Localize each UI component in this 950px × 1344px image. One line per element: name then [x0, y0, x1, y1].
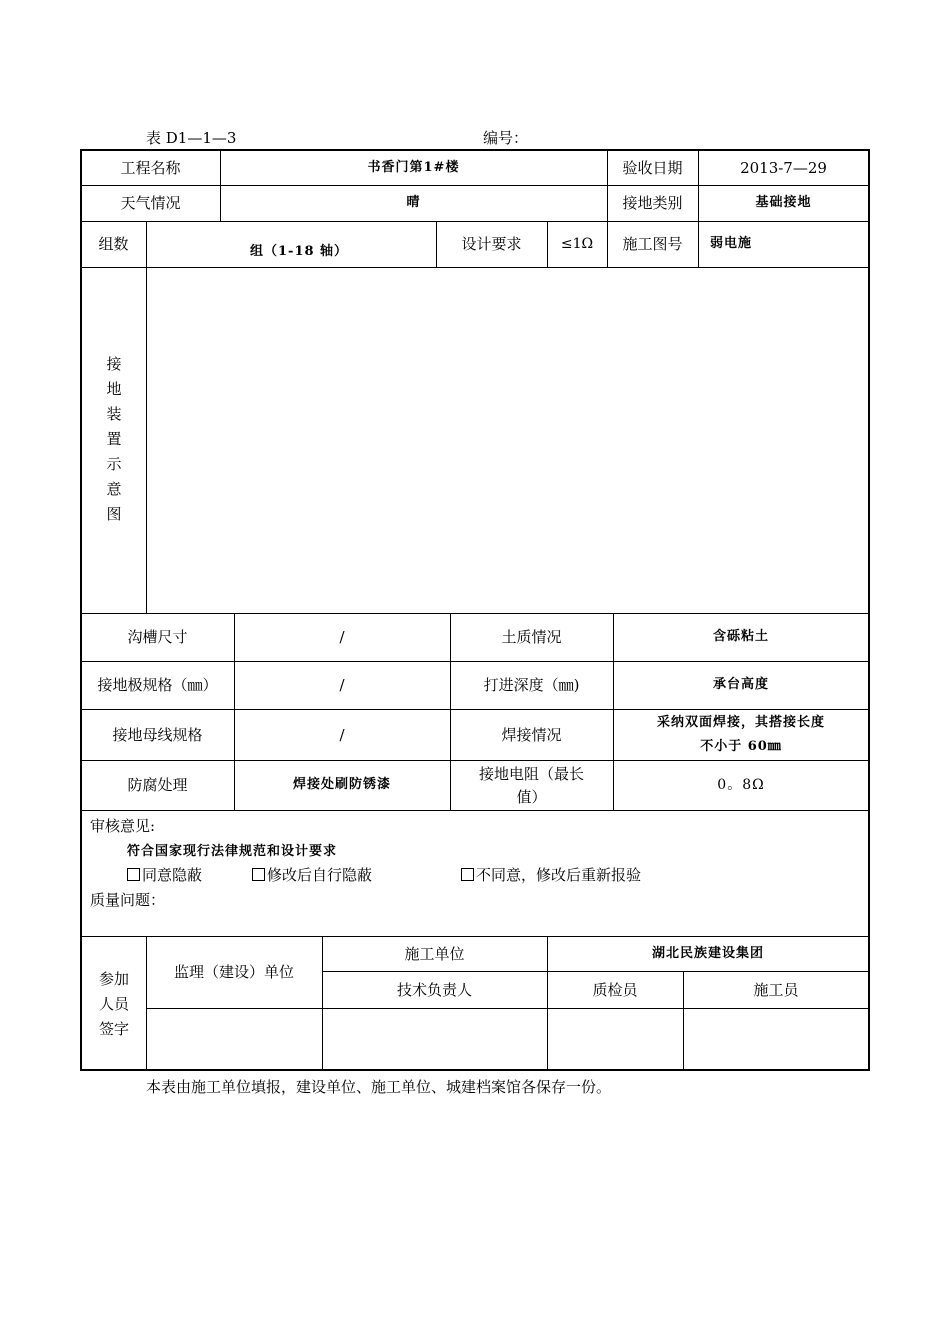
- groups-label: 组数: [98, 235, 129, 253]
- design-requirement-value: ≤1Ω: [560, 236, 594, 252]
- welding-value-line2: 不小于 60㎜: [700, 739, 782, 754]
- option-self-fix[interactable]: [252, 864, 372, 885]
- diagram-area: [147, 268, 869, 613]
- depth-value: 承台高度: [712, 677, 769, 692]
- busbar-spec-value: /: [339, 725, 345, 744]
- project-name-label: 工程名称: [120, 158, 181, 177]
- busbar-spec-label: 接地母线规格: [112, 725, 203, 744]
- design-requirement-label: 设计要求: [461, 235, 522, 253]
- option-disagree[interactable]: [461, 864, 641, 885]
- review-opinion-label: 审核意见:: [90, 817, 156, 835]
- resistance-value: 0。8Ω: [717, 777, 765, 793]
- resistance-label-line2: 值）: [516, 787, 547, 806]
- table-number: 表 D1—1—3: [146, 129, 237, 147]
- diagram-label: 接地装置示意图: [106, 355, 122, 523]
- acceptance-date-value: 2013-7—29: [740, 158, 827, 177]
- checkbox-agree[interactable]: [127, 868, 140, 881]
- weather-value: 晴: [406, 195, 421, 210]
- soil-label: 土质情况: [501, 628, 562, 646]
- row-divider: [81, 810, 869, 811]
- electrode-spec-value: /: [339, 676, 345, 694]
- contractor-label: 施工单位: [404, 944, 465, 963]
- inspector-label: 质检员: [592, 980, 638, 999]
- worker-label: 施工员: [753, 980, 799, 999]
- weather-label: 天气情况: [120, 194, 181, 212]
- trench-size-label: 沟槽尺寸: [127, 628, 188, 646]
- project-name-value: 书香门第1#楼: [367, 159, 460, 175]
- footer-note: 本表由施工单位填报，建设单位、施工单位、城建档案馆各保存一份。: [146, 1078, 612, 1096]
- supervisor-label: 监理（建设）单位: [173, 963, 294, 981]
- tech-lead-label: 技术负责人: [396, 980, 472, 999]
- serial-number-label: 编号：: [483, 129, 529, 147]
- welding-value-line1: 采纳双面焊接，其搭接长度: [656, 715, 825, 730]
- drawing-number-label: 施工图号: [622, 235, 683, 253]
- grounding-type-value: 基础接地: [755, 195, 812, 210]
- review-opinion-text: 符合国家现行法律规范和设计要求: [127, 844, 338, 859]
- anticorrosion-value: 焊接处刷防锈漆: [292, 777, 391, 792]
- anticorrosion-label: 防腐处理: [127, 776, 188, 794]
- option-agree[interactable]: [127, 864, 202, 885]
- option-self-fix-label: 修改后自行隐蔽: [267, 866, 373, 884]
- welding-label: 焊接情况: [501, 725, 562, 744]
- checkbox-disagree[interactable]: [461, 868, 474, 881]
- contractor-name: 湖北民族建设集团: [651, 945, 764, 961]
- resistance-label-line1: 接地电阻（最长: [478, 764, 584, 783]
- depth-label: 打进深度（㎜): [483, 676, 580, 694]
- option-agree-label: 同意隐蔽: [142, 866, 203, 884]
- drawing-number-value: 弱电施: [710, 236, 753, 251]
- quality-issues-label: 质量问题：: [90, 891, 166, 909]
- grounding-type-label: 接地类别: [622, 194, 683, 212]
- participants-label: 参加人员签字: [98, 969, 129, 1038]
- row-divider: [146, 1008, 869, 1009]
- electrode-spec-label: 接地极规格（㎜）: [97, 676, 218, 694]
- soil-value: 含砾粘土: [712, 629, 769, 644]
- acceptance-date-label: 验收日期: [622, 158, 683, 177]
- option-disagree-label: 不同意，修改后重新报验: [476, 866, 642, 884]
- trench-size-value: /: [339, 628, 345, 646]
- groups-value: 组（1-18 轴）: [250, 243, 349, 259]
- checkbox-self-fix[interactable]: [252, 868, 265, 881]
